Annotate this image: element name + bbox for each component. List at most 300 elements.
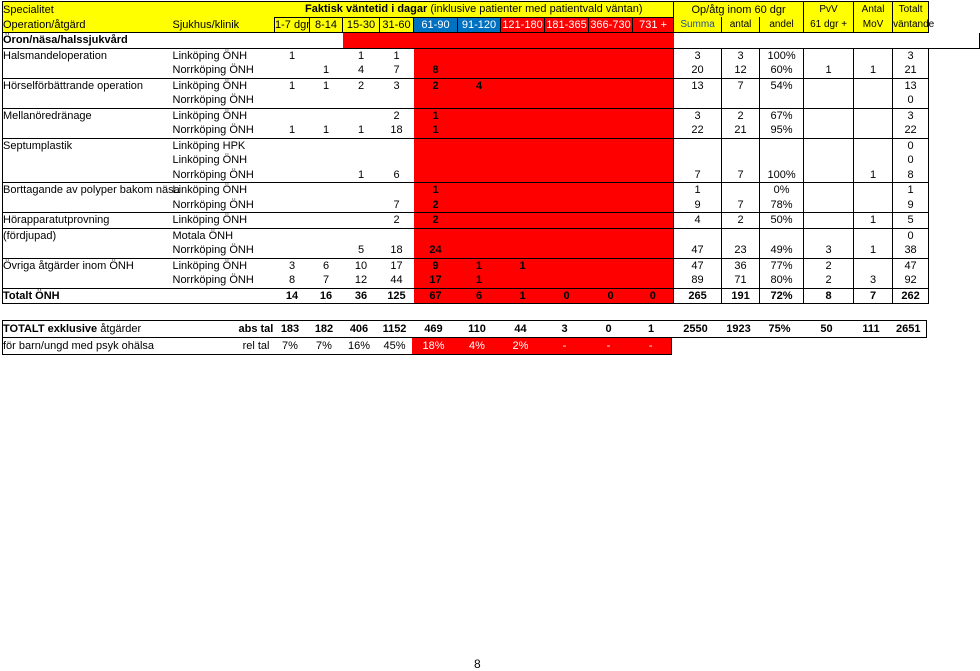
- bucket-header-7: 181-365: [546, 18, 587, 31]
- filler-cell: [501, 304, 545, 319]
- value-cell: [414, 153, 458, 168]
- summary-abs-cell: 75%: [758, 321, 802, 338]
- value-cell: 13: [674, 78, 722, 93]
- value-cell: 36: [722, 258, 760, 273]
- value-cell: [854, 228, 893, 243]
- value-cell: 1: [288, 49, 296, 62]
- value-cell: [343, 138, 380, 153]
- value-cell: [343, 108, 380, 123]
- value-cell: [501, 138, 545, 153]
- value-cell: [854, 258, 893, 273]
- value-cell: [804, 228, 854, 243]
- table-row: [3, 213, 980, 229]
- value-cell: 0: [893, 93, 929, 108]
- bucket-header-8: 366-730: [590, 18, 631, 31]
- klinik-name: Linköping HPK: [173, 138, 275, 153]
- value-cell: [310, 183, 343, 198]
- value-cell: [275, 183, 310, 198]
- value-cell: 1: [414, 108, 458, 123]
- operation-name: [3, 273, 173, 288]
- value-cell: [458, 63, 501, 78]
- summary-abs-cell: 44: [499, 321, 543, 338]
- value-cell: [458, 183, 501, 198]
- title-main: Faktisk väntetid i dagar: [305, 3, 428, 16]
- value-cell: [854, 138, 893, 153]
- operation-name: [3, 198, 173, 213]
- value-cell: [501, 273, 545, 288]
- value-cell: 2: [343, 78, 380, 93]
- value-cell: [380, 228, 414, 243]
- total-cell: 36: [343, 288, 380, 304]
- value-cell: 7: [722, 198, 760, 213]
- value-cell: [854, 183, 893, 198]
- summary-rel-cell: 16%: [341, 338, 378, 355]
- klinik-name: Norrköping ÖNH: [172, 94, 254, 107]
- bucket-header-2: 15-30: [343, 17, 380, 33]
- value-cell: 10: [343, 258, 380, 273]
- value-cell: [545, 108, 589, 123]
- summary-label-2: för barn/ungd med psyk ohälsa: [3, 338, 239, 355]
- value-cell: [854, 48, 893, 63]
- value-cell: 21: [722, 123, 760, 138]
- summary-label: TOTALT exklusive åtgärder: [3, 321, 239, 338]
- filler-cell: [633, 304, 674, 319]
- total-cell: 6: [458, 288, 501, 304]
- value-cell: [501, 228, 545, 243]
- value-cell: 0: [893, 138, 929, 153]
- value-cell: [501, 243, 545, 258]
- value-cell: 0: [893, 153, 929, 168]
- value-cell: [275, 108, 310, 123]
- table-row: [3, 153, 980, 168]
- value-cell: 1: [414, 123, 458, 138]
- total-cell: 1: [501, 288, 545, 304]
- value-cell: [589, 168, 633, 183]
- value-cell: [501, 183, 545, 198]
- summary-abs-cell: 406: [341, 321, 378, 338]
- summary-rel-cell: -: [543, 338, 587, 355]
- value-cell: [633, 213, 674, 229]
- value-cell: [275, 153, 310, 168]
- value-cell: 0%: [760, 183, 804, 198]
- value-cell: 47: [893, 258, 929, 273]
- value-cell: [310, 48, 343, 63]
- value-cell: 3: [674, 48, 722, 63]
- filler-cell: [545, 304, 589, 319]
- summary-rel-cell: 2%: [499, 338, 543, 355]
- value-cell: 4: [674, 213, 722, 229]
- bucket-header-4: 61-90: [414, 17, 458, 33]
- value-cell: 3: [275, 258, 310, 273]
- opatg-header: Op/åtg inom 60 dgr: [674, 2, 804, 18]
- summary-abs-cell: 1152: [378, 321, 412, 338]
- value-cell: 9: [674, 198, 722, 213]
- operation-name: (fördjupad): [3, 228, 173, 243]
- total-row: [3, 288, 980, 304]
- klinik-name: Linköping ÖNH: [172, 154, 248, 167]
- value-cell: [275, 228, 310, 243]
- klinik-name: Motala ÖNH: [173, 228, 275, 243]
- value-cell: 22: [674, 123, 722, 138]
- bucket-header-3: 31-60: [380, 17, 414, 33]
- value-cell: 1: [357, 49, 365, 62]
- value-cell: 9: [893, 198, 929, 213]
- filler-cell: [310, 304, 343, 319]
- value-cell: 1: [310, 78, 343, 93]
- value-cell: [501, 168, 545, 183]
- value-cell: 95%: [760, 123, 804, 138]
- header-spacer: [173, 2, 275, 18]
- value-cell: [380, 93, 414, 108]
- value-cell: [804, 213, 854, 229]
- value-cell: 77%: [760, 258, 804, 273]
- klinik-name: Norrköping ÖNH: [172, 64, 254, 77]
- header-row-1: [3, 2, 980, 18]
- value-cell: 1: [322, 64, 330, 77]
- value-cell: 5: [893, 213, 929, 229]
- value-cell: [633, 78, 674, 93]
- value-cell: [275, 63, 310, 78]
- value-cell: [589, 123, 633, 138]
- filler-cell: [275, 304, 310, 319]
- klinik-name: Linköping ÖNH: [173, 108, 275, 123]
- value-cell: [458, 108, 501, 123]
- value-cell: 7: [674, 168, 722, 183]
- value-cell: 7: [393, 198, 400, 211]
- value-cell: 1: [357, 124, 365, 137]
- total-cell: 16: [310, 288, 343, 304]
- value-cell: [804, 198, 854, 213]
- section-cell: [929, 33, 980, 49]
- operation-name: [3, 123, 173, 138]
- value-cell: 3: [722, 48, 760, 63]
- value-cell: 17: [380, 258, 414, 273]
- value-cell: 2: [414, 78, 458, 93]
- value-cell: [589, 273, 633, 288]
- total-cell: 262: [893, 288, 929, 304]
- bucket-header-6: 121-180: [502, 18, 543, 31]
- value-cell: [545, 78, 589, 93]
- filler-cell: [893, 304, 929, 319]
- value-cell: [633, 93, 674, 108]
- value-cell: 1: [674, 183, 722, 198]
- value-cell: [674, 228, 722, 243]
- section-cell: [458, 33, 501, 49]
- table-row: [3, 78, 980, 93]
- value-cell: [804, 78, 854, 93]
- value-cell: [589, 63, 633, 78]
- value-cell: [589, 138, 633, 153]
- total-cell: 8: [804, 288, 854, 304]
- summary-rel-cell: 4%: [456, 338, 499, 355]
- table-row: [3, 183, 980, 198]
- value-cell: [804, 108, 854, 123]
- value-cell: [458, 138, 501, 153]
- summary-abs-cell: 1923: [720, 321, 758, 338]
- klinik-name: Norrköping ÖNH: [172, 198, 254, 211]
- value-cell: [414, 168, 458, 183]
- value-cell: [633, 108, 674, 123]
- value-cell: 20: [674, 63, 722, 78]
- antal-header: Antal: [854, 2, 893, 18]
- header-mov: MoV: [854, 17, 893, 33]
- filler-cell: [3, 304, 173, 319]
- value-cell: 1: [854, 63, 893, 78]
- value-cell: [545, 48, 589, 63]
- value-cell: 9: [414, 258, 458, 273]
- value-cell: [343, 183, 380, 198]
- table-row: [3, 108, 980, 123]
- value-cell: 17: [414, 273, 458, 288]
- value-cell: 0: [893, 228, 929, 243]
- filler-cell: [173, 304, 275, 319]
- section-cell: [501, 33, 545, 49]
- total-cell: 72%: [760, 288, 804, 304]
- summary-abs-cell: 50: [802, 321, 852, 338]
- value-cell: 2: [414, 198, 458, 213]
- value-cell: [804, 123, 854, 138]
- table-row: [3, 168, 980, 183]
- value-cell: [310, 228, 343, 243]
- value-cell: 1: [357, 168, 365, 181]
- filler-cell: [804, 304, 854, 319]
- klinik-name: Linköping ÖNH: [173, 78, 275, 93]
- summary-abs-cell: 3: [543, 321, 587, 338]
- value-cell: [380, 183, 414, 198]
- value-cell: 49%: [760, 243, 804, 258]
- summary-abs-cell: 111: [852, 321, 891, 338]
- header-andel: andel: [760, 17, 804, 33]
- header-row-2: [3, 17, 980, 33]
- filler-row: [3, 304, 980, 319]
- table-title: [275, 2, 674, 18]
- value-cell: [545, 273, 589, 288]
- value-cell: [545, 258, 589, 273]
- value-cell: [458, 198, 501, 213]
- value-cell: [633, 48, 674, 63]
- operation-name: [3, 93, 173, 108]
- value-cell: [414, 138, 458, 153]
- total-cell: 7: [854, 288, 893, 304]
- value-cell: 80%: [760, 273, 804, 288]
- value-cell: [854, 198, 893, 213]
- total-cell: 265: [674, 288, 722, 304]
- value-cell: [854, 78, 893, 93]
- value-cell: 18: [390, 124, 403, 137]
- value-cell: [343, 153, 380, 168]
- value-cell: [722, 228, 760, 243]
- value-cell: [589, 183, 633, 198]
- value-cell: 22: [893, 123, 929, 138]
- summary-abs-cell: 183: [273, 321, 308, 338]
- value-cell: [722, 183, 760, 198]
- value-cell: [760, 138, 804, 153]
- value-cell: [804, 153, 854, 168]
- value-cell: 47: [674, 243, 722, 258]
- value-cell: [275, 243, 310, 258]
- klinik-name: Norrköping ÖNH: [172, 124, 254, 137]
- header-summa: Summa: [674, 17, 722, 33]
- table-row: [3, 93, 980, 108]
- section-title: Öron/näsa/halssjukvård: [3, 33, 275, 49]
- summary-abs-cell: 1: [631, 321, 672, 338]
- operation-name: Mellanöredränage: [3, 108, 173, 123]
- table-row: [3, 138, 980, 153]
- total-cell: 191: [722, 288, 760, 304]
- operation-name: Septumplastik: [3, 138, 173, 153]
- value-cell: [804, 138, 854, 153]
- value-cell: 3: [854, 273, 893, 288]
- section-cell: [893, 33, 929, 49]
- value-cell: [854, 153, 893, 168]
- value-cell: [343, 198, 380, 213]
- value-cell: [633, 63, 674, 78]
- section-cell: [545, 33, 589, 49]
- value-cell: [275, 213, 310, 229]
- value-cell: 67%: [760, 108, 804, 123]
- totalt-header: Totalt: [893, 2, 929, 18]
- value-cell: 44: [390, 274, 403, 287]
- bucket-header-9: 731 +: [633, 17, 674, 33]
- value-cell: 92: [893, 273, 929, 288]
- table-row: [3, 243, 980, 258]
- value-cell: [589, 153, 633, 168]
- value-cell: [501, 213, 545, 229]
- value-cell: [545, 183, 589, 198]
- value-cell: 12: [354, 274, 368, 287]
- klinik-name: Norrköping ÖNH: [172, 274, 254, 287]
- value-cell: [310, 153, 343, 168]
- section-cell: [275, 33, 310, 49]
- value-cell: [458, 243, 501, 258]
- value-cell: [854, 123, 893, 138]
- value-cell: [760, 153, 804, 168]
- value-cell: 89: [674, 273, 722, 288]
- summary-table: [2, 320, 978, 355]
- klinik-name: Linköping ÖNH: [173, 258, 275, 273]
- value-cell: 7: [322, 274, 330, 287]
- value-cell: [589, 108, 633, 123]
- value-cell: 71: [722, 273, 760, 288]
- bucket-header-5: 91-120: [458, 17, 501, 33]
- value-cell: [589, 213, 633, 229]
- value-cell: 1: [804, 63, 854, 78]
- value-cell: [589, 93, 633, 108]
- summary-row-abs: [3, 321, 978, 338]
- value-cell: [545, 213, 589, 229]
- operation-name: [3, 243, 173, 258]
- summary-abs-cell: 0: [587, 321, 631, 338]
- value-cell: [310, 198, 343, 213]
- value-cell: 1: [322, 124, 330, 137]
- value-cell: [501, 63, 545, 78]
- sjukhus-label: Sjukhus/klinik: [173, 17, 275, 33]
- value-cell: [545, 138, 589, 153]
- section-cell: [674, 33, 722, 49]
- value-cell: 6: [310, 258, 343, 273]
- page-number: 8: [474, 657, 481, 671]
- value-cell: [275, 168, 310, 183]
- summary-rel-cell: 7%: [308, 338, 341, 355]
- operation-name: Hörapparatutprovning: [3, 213, 173, 229]
- section-cell: [589, 33, 633, 49]
- value-cell: [310, 108, 343, 123]
- value-cell: [854, 93, 893, 108]
- value-cell: [545, 123, 589, 138]
- value-cell: 3: [893, 108, 929, 123]
- value-cell: [760, 228, 804, 243]
- filler-cell: [458, 304, 501, 319]
- value-cell: 2: [380, 213, 414, 229]
- header-vantande: väntande: [893, 17, 929, 33]
- value-cell: 24: [414, 243, 458, 258]
- table-row: [3, 48, 980, 63]
- section-cell: [854, 33, 893, 49]
- pvv-header: PvV: [804, 2, 854, 18]
- klinik-name: Linköping ÖNH: [173, 213, 275, 229]
- value-cell: 4: [458, 78, 501, 93]
- operation-name: Övriga åtgärder inom ÖNH: [3, 258, 173, 273]
- value-cell: [545, 168, 589, 183]
- value-cell: [458, 213, 501, 229]
- value-cell: [310, 243, 343, 258]
- value-cell: 12: [722, 63, 760, 78]
- value-cell: [804, 183, 854, 198]
- value-cell: [589, 48, 633, 63]
- value-cell: 38: [893, 243, 929, 258]
- section-cell: [760, 33, 804, 49]
- filler-cell: [380, 304, 414, 319]
- value-cell: [545, 228, 589, 243]
- value-cell: [458, 123, 501, 138]
- value-cell: [310, 168, 343, 183]
- value-cell: [633, 273, 674, 288]
- value-cell: [804, 168, 854, 183]
- value-cell: 2: [380, 108, 414, 123]
- filler-cell: [674, 304, 722, 319]
- value-cell: [633, 198, 674, 213]
- operation-label: Operation/åtgärd: [3, 17, 173, 33]
- value-cell: 47: [674, 258, 722, 273]
- value-cell: [501, 123, 545, 138]
- value-cell: [545, 243, 589, 258]
- value-cell: 7: [393, 64, 400, 77]
- value-cell: [722, 93, 760, 108]
- value-cell: 2: [722, 213, 760, 229]
- summary-kind-abs: abs tal: [239, 321, 273, 338]
- value-cell: [545, 93, 589, 108]
- value-cell: 5: [357, 244, 365, 257]
- header-antal2: antal: [722, 17, 760, 33]
- value-cell: [501, 108, 545, 123]
- value-cell: [458, 168, 501, 183]
- value-cell: 23: [722, 243, 760, 258]
- total-cell: 0: [545, 288, 589, 304]
- value-cell: [310, 93, 343, 108]
- value-cell: [343, 228, 380, 243]
- summary-rel-cell: 45%: [378, 338, 412, 355]
- klinik-name: Linköping ÖNH: [172, 49, 248, 62]
- value-cell: [674, 93, 722, 108]
- value-cell: 13: [893, 78, 929, 93]
- table-row: [3, 258, 980, 273]
- section-row: [3, 33, 980, 49]
- value-cell: [414, 93, 458, 108]
- value-cell: [633, 258, 674, 273]
- value-cell: [760, 93, 804, 108]
- filler-cell: [343, 304, 380, 319]
- value-cell: [545, 153, 589, 168]
